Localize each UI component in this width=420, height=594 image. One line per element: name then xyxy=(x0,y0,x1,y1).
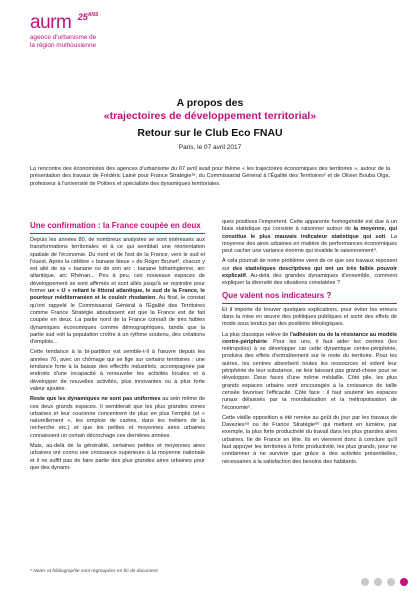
agency-logo xyxy=(30,12,160,49)
left-column xyxy=(30,221,205,475)
date-line: Paris, le 07 avril 2017 xyxy=(178,144,242,151)
paragraph: À cela pourrait de notre problème vient de ce que ces travaux reposent sur des statistiques descriptives qui ont un très faible pouvoir explicatif. Au-delà des grandes dynamiques d'ensemble, comment expliquer la diversité des situations constatées ? xyxy=(222,258,397,287)
page-dot-current[interactable] xyxy=(400,578,408,586)
intro-paragraph: La rencontre des économistes des agences d'urbanisme du 07 avril avait pour thème « les trajectoires économiques des territoires », autour de la présentation des travaux de Frédéric Lainé pour France Stratégie¹ᵃ, du Commissariat Général à l'Égalité des Territoires² et de Olivier Bouba Olga, professeur à l'université de Poitiers et spécialiste des dynamiques territoriales. xyxy=(30,166,390,187)
logo-tagline-2: la région mulhousienne xyxy=(30,41,97,49)
paragraph: ques positives l'emportent. Cette apparente homogénéité est due à un biais statistique qui consiste à raisonner autour de la moyenne, qui constitue le plus mauvais indicateur statistique qui soit. La moyenne des aires urbaines en matière de performances économiques peut cacher une variance énorme qui invalide le raisonnement⁴. xyxy=(222,219,397,255)
section-title-indicators: Que valent nos indicateurs ? xyxy=(222,290,332,300)
paragraph: Et il importe de trouver quelques explications, pour éviter les erreurs dans la mise en œuvre des politiques publiques et sortir des effets de mode sous tendus par des positions idéologiques. xyxy=(222,306,397,328)
right-column xyxy=(222,219,397,469)
paragraph: Mais, au-delà de la généralité, certaines petites et moyennes aires urbaines ont connu une croissance supérieure à la moyenne nationale et il ne suffit pas de faire partie des plus grandes aires urbaines pour que des dynami- xyxy=(30,443,205,471)
section-divider xyxy=(30,233,205,234)
paragraph: Depuis les années 80, de nombreux analystes se sont intéressés aux transformations territoriales et à ce qui semblait une réorientation spatiale de l'économie. Du nord et de l'est de la France, vers le sud et l'ouest. Après la célèbre « banane bleue » de Roger Brunet³, chacun y est allé de sa « banane ou de son arc ; banane lotharingienne, arc atlantique, arc Rhénan... Peu à peu, ces nouveaux espaces de développement se sont affirmés et sont allés jusqu'à se rejoindre pour former un « U » reliant le littoral atlantique, le sud de la France, le pourtour méditerranéen et le couloir rhodanien. Au final, le constat qu'ont rappelé le Commissariat Général à l'Égalité des Territoires comme France Stratégie aboutissent est que la France est de fait coupée en deux. La partie nord de la France connaît de très faibles dynamiques économiques comme démographiques, tandis que la partie sud voit la population croître à un rythme soutenu, des créations d'emplois... xyxy=(30,237,205,346)
page-dot[interactable] xyxy=(374,578,382,586)
paragraph: Reste que les dynamiques ne sont pas uniformes au sein même de ces deux grands espaces. Il semblerait que les plus grandes zones urbaines et leur couronne concentrent de plus en plus l'emploi (et « naturellement », les emplois de cadres, dans les métiers de la recherche etc.) et que les petites et moyennes aires urbaines connaissent un certain décrochage ces dernières années. xyxy=(30,396,206,439)
logo-wordmark: aurm xyxy=(30,12,72,33)
title-line-2: «trajectoires de développement territorial» xyxy=(103,110,317,122)
paragraph: Cette tendance à la bi-partition est semble-t-il à l'œuvre depuis les années 70, avec un chômage qui se fige sur certains territoires : une tendance forte à la baisse des effectifs industriels, accompagnée par endroits d'une incapacité à renouveler les activités locales et à développer de nouvelles activités, plus innovantes ou à plus forte valeur ajoutée. xyxy=(30,349,205,392)
page-indicator xyxy=(361,578,408,586)
title-line-1: A propos des xyxy=(176,97,244,109)
document-header xyxy=(0,97,420,152)
logo-tagline-1: agence d'urbanisme de xyxy=(30,34,97,41)
subtitle: Retour sur le Club Eco FNAU xyxy=(137,127,283,139)
paragraph: Cette vieille opposition a été remise au goût du jour par les travaux de Davezies⁶ᵃ ou de France Stratégie⁶ᵇ qui mettent en lumière, par exemple, la plus forte productivité du travail dans les plus grandes aires urbaines, Ile de France en tête. Ils en viennent donc à conclure qu'il faut appuyer les territoires à forte productivité, les plus grands, pour ne condamner à ne survivre que grâce à des activités présentielles, nécessaires à la satisfaction des besoins des habitants. xyxy=(222,414,397,465)
section-divider xyxy=(222,303,397,304)
page-dot[interactable] xyxy=(361,578,369,586)
footnote: * Notes et bibliographie sont regroupées en fin de document xyxy=(30,569,158,574)
paragraph: La plus classique relève de l'adhésion ou de la résistance au modèle centre-périphérie. Pour les uns, il faut aider les centres (les métropoles) à se développer car cette dynamique centre-périphérie, produira des effets d'entraînement sur le reste du territoire. Pour les autres, les centres absorbent toutes les ressources et vident leur périphérie de leur substance, ne leur laissant pas grand-chose pour se développer. Deux faces d'une même médaille. Côté pile, les plus grands espaces urbains sont encouragés à la croissance de taille censée favoriser l'efficacité. Côté face : il faut soutenir les espaces ruraux délaissés par la mondialisation et la métropolisation de l'économie⁵. xyxy=(222,331,398,411)
page-dot[interactable] xyxy=(387,578,395,586)
section-title-confirmation: Une confirmation : la France coupée en deux xyxy=(30,221,201,230)
anniversary-badge: $25^{ANS}$ xyxy=(77,12,99,22)
